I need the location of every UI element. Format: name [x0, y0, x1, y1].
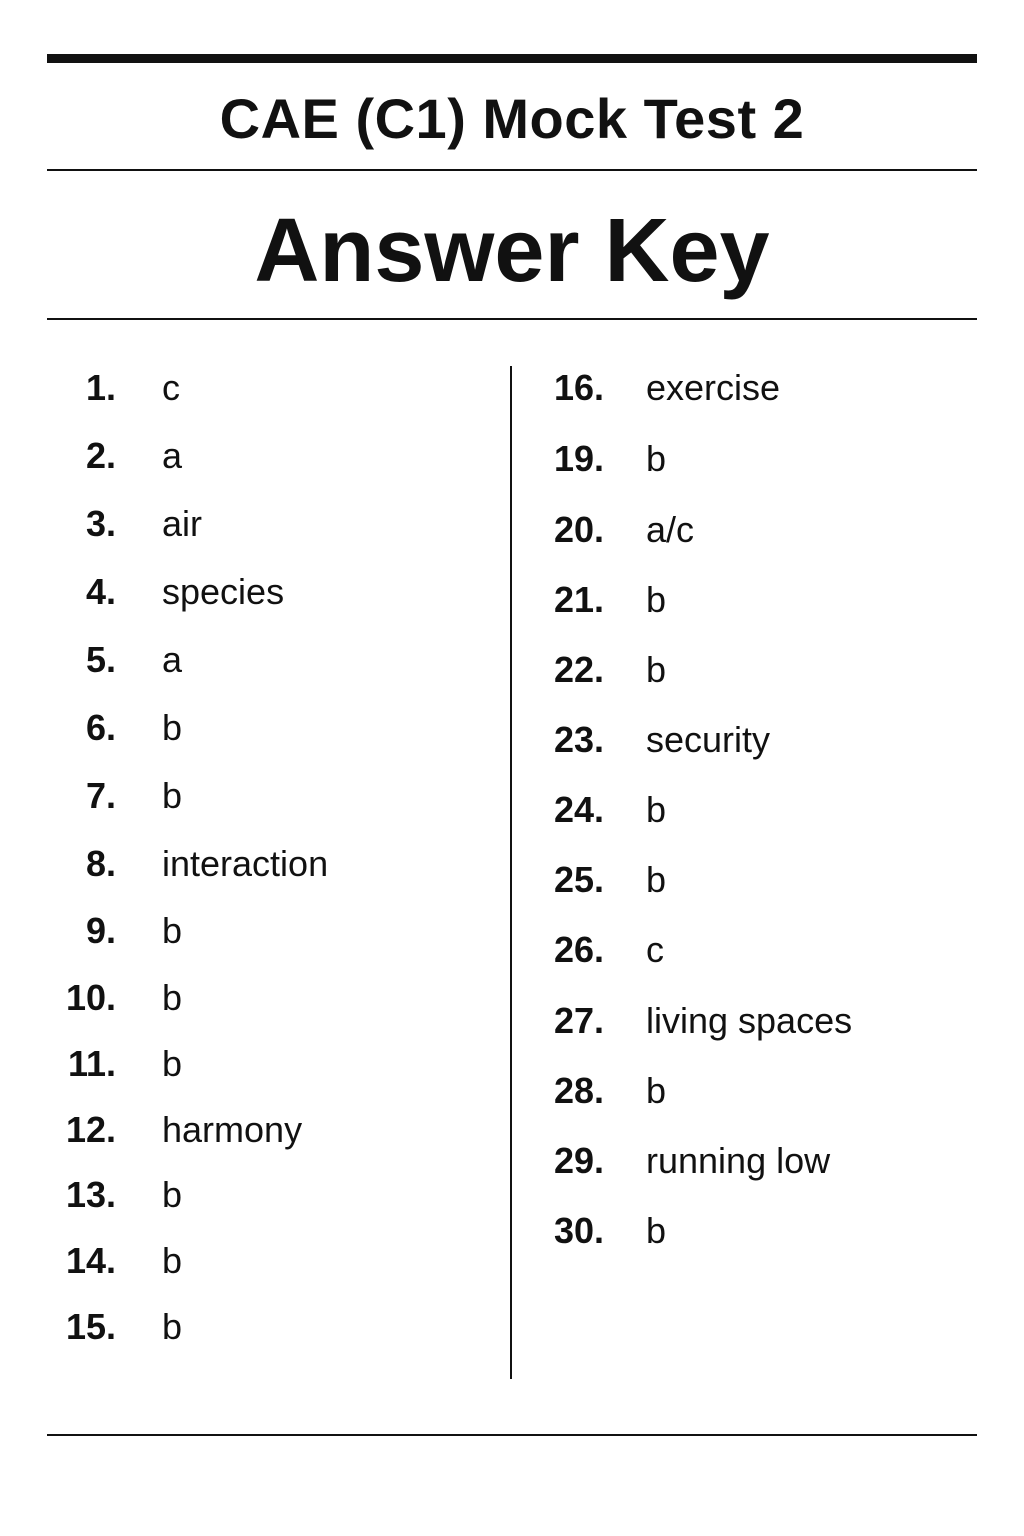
document-title: Answer Key [254, 201, 770, 301]
answer-text: b [646, 579, 667, 620]
answer-text: b [162, 910, 183, 951]
answer-text: b [162, 775, 183, 816]
question-number: 9. [85, 910, 116, 951]
question-number: 29. [553, 1140, 604, 1181]
top-thick-rule [47, 54, 977, 63]
question-number: 7. [85, 775, 116, 816]
answer-text: a [162, 639, 183, 680]
answer-text: b [162, 1174, 183, 1215]
answer-text: a [162, 435, 183, 476]
answer-text: c [162, 367, 180, 408]
answer-text: b [162, 977, 183, 1018]
answer-text: exercise [646, 367, 781, 408]
answer-text: b [646, 649, 667, 690]
answer-text: b [646, 1070, 667, 1111]
answer-text: security [646, 719, 771, 760]
question-number: 21. [553, 579, 604, 620]
question-number: 30. [553, 1210, 604, 1251]
question-number: 26. [553, 929, 604, 970]
answer-text: b [162, 1043, 183, 1084]
question-number: 5. [85, 639, 116, 680]
question-number: 3. [85, 503, 116, 544]
question-number: 27. [553, 1000, 604, 1041]
question-number: 8. [85, 843, 116, 884]
question-number: 23. [553, 719, 604, 760]
answer-text: air [162, 503, 203, 544]
answer-text: b [162, 707, 183, 748]
answer-text: b [162, 1240, 183, 1281]
question-number: 24. [553, 789, 604, 830]
bottom-rule [47, 1434, 977, 1436]
question-number: 16. [553, 367, 604, 408]
question-number: 20. [553, 509, 604, 550]
answer-text: b [646, 789, 667, 830]
answer-text: interaction [162, 843, 329, 884]
answer-text: b [646, 1210, 667, 1251]
question-number: 13. [65, 1174, 116, 1215]
title-divider-rule [47, 318, 977, 320]
answer-text: c [646, 929, 664, 970]
question-number: 14. [65, 1240, 116, 1281]
question-number: 11. [67, 1043, 116, 1084]
answer-text: species [162, 571, 285, 612]
answer-text: harmony [162, 1109, 303, 1150]
answer-text: a/c [646, 509, 695, 550]
answer-text: b [646, 438, 667, 479]
answer-text: b [162, 1306, 183, 1347]
question-number: 10. [65, 977, 116, 1018]
question-number: 12. [65, 1109, 116, 1150]
answer-text: living spaces [646, 1000, 853, 1041]
question-number: 25. [553, 859, 604, 900]
question-number: 2. [85, 435, 116, 476]
answer-text: running low [646, 1140, 831, 1181]
question-number: 1. [85, 367, 116, 408]
question-number: 22. [553, 649, 604, 690]
question-number: 28. [553, 1070, 604, 1111]
document-subtitle: CAE (C1) Mock Test 2 [219, 87, 805, 150]
question-number: 4. [85, 571, 116, 612]
question-number: 15. [65, 1306, 116, 1347]
answer-text: b [646, 859, 667, 900]
header-divider-rule [47, 169, 977, 171]
question-number: 6. [85, 707, 116, 748]
column-divider [510, 366, 512, 1379]
question-number: 19. [553, 438, 604, 479]
